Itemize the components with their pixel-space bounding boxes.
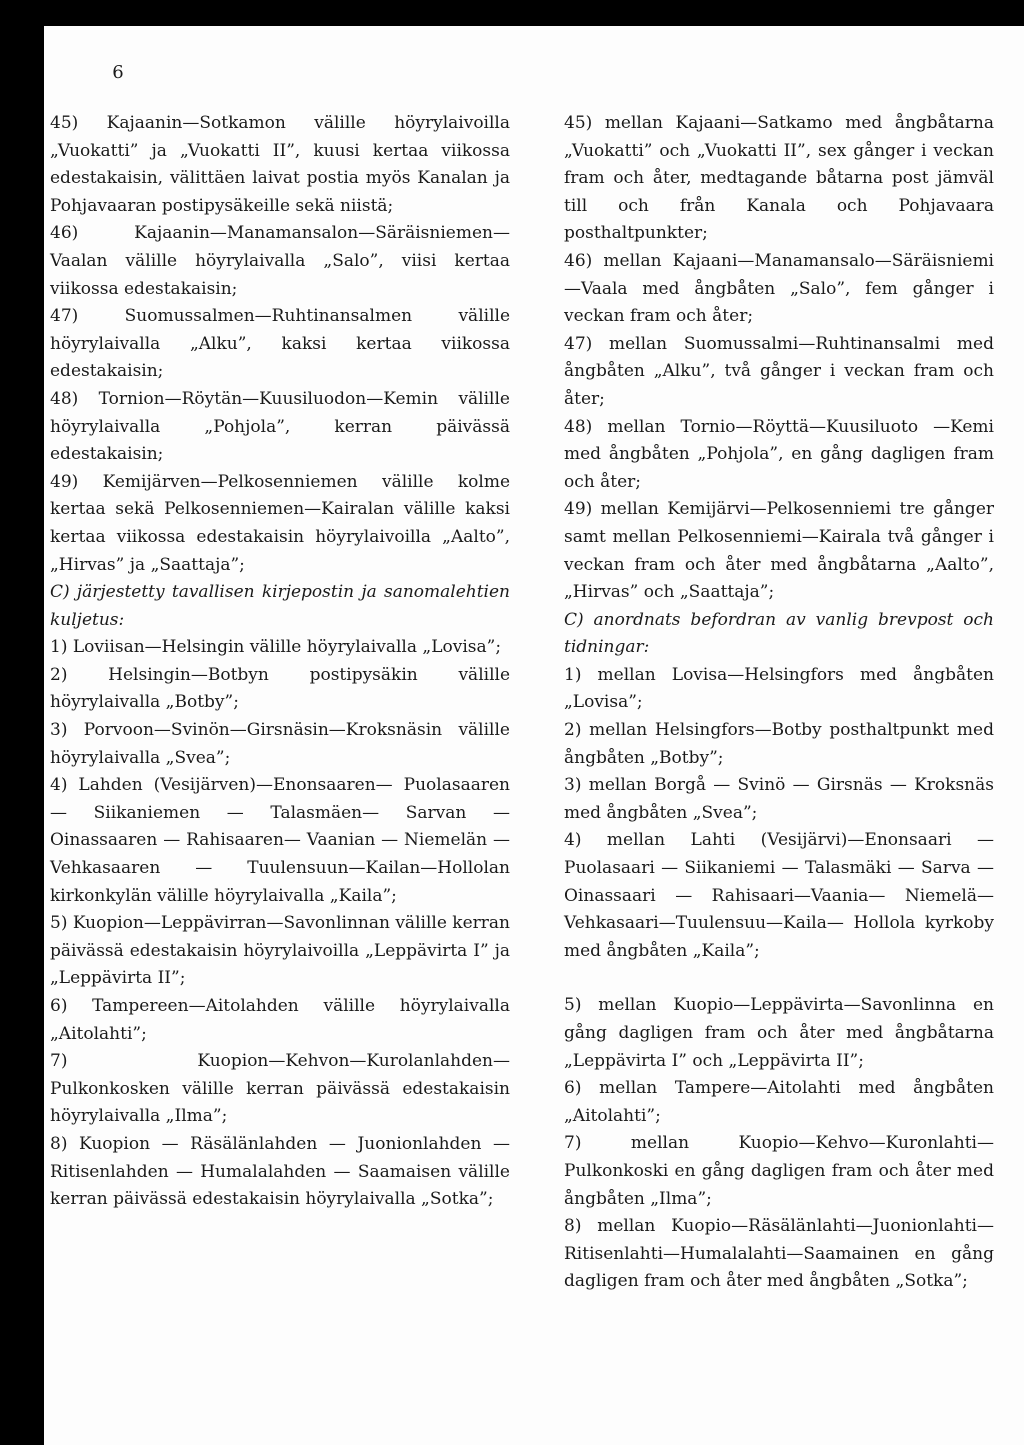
paragraph-fi-c1: 1) Loviisan—Helsingin välille höyrylaivalla „Lovisa”; (50, 637, 502, 658)
paragraph-sv-46: 46) mellan Kajaani—Manamansalo—Säräisniemi—Vaala med ångbåten „Salo”, fem gånger i veckan fram och åter; (564, 250, 994, 327)
paragraph-sv-c1: 1) mellan Lovisa—Helsingfors med ångbåten „Lovisa”; (564, 664, 994, 713)
finnish-column (50, 110, 510, 1214)
paragraph-sv-45: 45) mellan Kajaani—Satkamo med ångbåtarna „Vuokatti” och „Vuokatti II”, sex gånger i veckan fram och åter, medtagande båtarna post jämväl till och från Kanala och Pohjavaara posthaltpunkter; (564, 113, 994, 244)
section-heading-sv-c: C) anordnats befordran av vanlig brevpost och tidningar: (564, 609, 994, 658)
paragraph-fi-c5: 5) Kuopion—Leppävirran—Savonlinnan välille kerran päivässä edestakaisin höyrylaivoilla „Leppävirta I” ja „Leppävirta II”; (50, 913, 510, 989)
paragraph-sv-c5: 5) mellan Kuopio—Leppävirta—Savonlinna en gång dagligen fram och åter med ångbåtarna „Leppävirta I” och „Leppävirta II”; (564, 995, 994, 1071)
paragraph-sv-c6: 6) mellan Tampere—Aitolahti med ångbåten „Aitolahti”; (564, 1078, 994, 1126)
paragraph-fi-46: 46) Kajaanin—Manamansalon—Säräisniemen—Vaalan välille höyrylaivalla „Salo”, viisi kertaa viikossa edestakaisin; (50, 223, 510, 299)
paragraph-sv-c8: 8) mellan Kuopio—Räsälänlahti—Juonionlahti—Ritisenlahti—Humalalahti—Saamainen en gång dagligen fram och åter med ångbåten „Sotka”; (564, 1216, 994, 1292)
paragraph-fi-c8: 8) Kuopion — Räsälänlahden — Juonionlahden — Ritisenlahden — Humalalahden — Saamaisen välille kerran päivässä edestakaisin höyrylaivalla „Sotka”; (50, 1133, 510, 1210)
paragraph-sv-c4: 4) mellan Lahti (Vesijärvi)—Enonsaari — Puolasaari — Siikaniemi — Talasmäki — Sarva — Oinassaari — Rahisaari—Vaania— Niemelä—Vehkasaari—Tuulensuu—Kaila— Hollola kyrkoby med ångbåten „Kaila”; (564, 830, 994, 961)
paragraph-fi-c3: 3) Porvoon—Svinön—Girsnäsin—Kroksnäsin välille höyrylaivalla „Svea”; (50, 720, 510, 768)
paragraph-sv-c2: 2) mellan Helsingfors—Botby posthaltpunkt med ångbåten „Botby”; (564, 720, 994, 768)
paragraph-fi-c7: 7) Kuopion—Kehvon—Kurolanlahden— Pulkonkosken välille kerran päivässä edestakaisin höyrylaivalla „Ilma”; (50, 1051, 510, 1127)
document-page (44, 26, 1024, 1445)
paragraph-sv-48: 48) mellan Tornio—Röyttä—Kuusiluoto —Kemi med ångbåten „Pohjola”, en gång dagligen fram och åter; (564, 416, 994, 492)
swedish-column (564, 110, 994, 1296)
paragraph-sv-47: 47) mellan Suomussalmi—Ruhtinansalmi med ångbåten „Alku”, två gånger i veckan fram och åter; (564, 333, 994, 409)
paragraph-fi-48: 48) Tornion—Röytän—Kuusiluodon—Kemin välille höyrylaivalla „Pohjola”, kerran päivässä edestakaisin; (50, 388, 510, 465)
section-heading-fi-c: C) järjestetty tavallisen kirjepostin ja sanomalehtien kuljetus: (50, 582, 510, 630)
paragraph-sv-c3: 3) mellan Borgå — Svinö — Girsnäs — Kroksnäs med ångbåten „Svea”; (564, 775, 994, 823)
paragraph-fi-47: 47) Suomussalmen—Ruhtinansalmen välille höyrylaivalla „Alku”, kaksi kertaa viikossa edestakaisin; (50, 306, 510, 382)
paragraph-fi-c2: 2) Helsingin—Botbyn postipysäkin välille höyrylaivalla „Botby”; (50, 664, 510, 713)
paragraph-fi-c4: 4) Lahden (Vesijärven)—Enonsaaren— Puolasaaren — Siikaniemen — Talasmäen— Sarvan — Oinassaaren — Rahisaaren— Vaanian — Niemelän — Vehkasaaren — Tuulensuun—Kailan—Hollolan kirkonkylän välille höyrylaivalla „Kaila”; (50, 775, 510, 906)
paragraph-sv-c7: 7) mellan Kuopio—Kehvo—Kuronlahti— Pulkonkoski en gång dagligen fram och åter med ångbåten „Ilma”; (564, 1133, 994, 1209)
page-number: 6 (112, 62, 124, 83)
paragraph-fi-49: 49) Kemijärven—Pelkosenniemen välille kolme kertaa sekä Pelkosenniemen—Kairalan välille kaksi kertaa viikossa edestakaisin höyrylaivoilla „Aalto”, „Hirvas” ja „Saattaja”; (50, 471, 510, 575)
paragraph-fi-45: 45) Kajaanin—Sotkamon välille höyrylaivoilla „Vuokatti” ja „Vuokatti II”, kuusi kertaa viikossa edestakaisin, välittäen laivat postia myös Kanalan ja Pohjavaaran postipysäkeille sekä niistä; (50, 113, 510, 216)
paragraph-fi-c6: 6) Tampereen—Aitolahden välille höyrylaivalla „Aitolahti”; (50, 996, 510, 1044)
paragraph-sv-49: 49) mellan Kemijärvi—Pelkosenniemi tre gånger samt mellan Pelkosenniemi—Kairala två gånger i veckan fram och åter med ångbåtarna „Aalto”, „Hirvas” och „Saattaja”; (564, 499, 994, 603)
